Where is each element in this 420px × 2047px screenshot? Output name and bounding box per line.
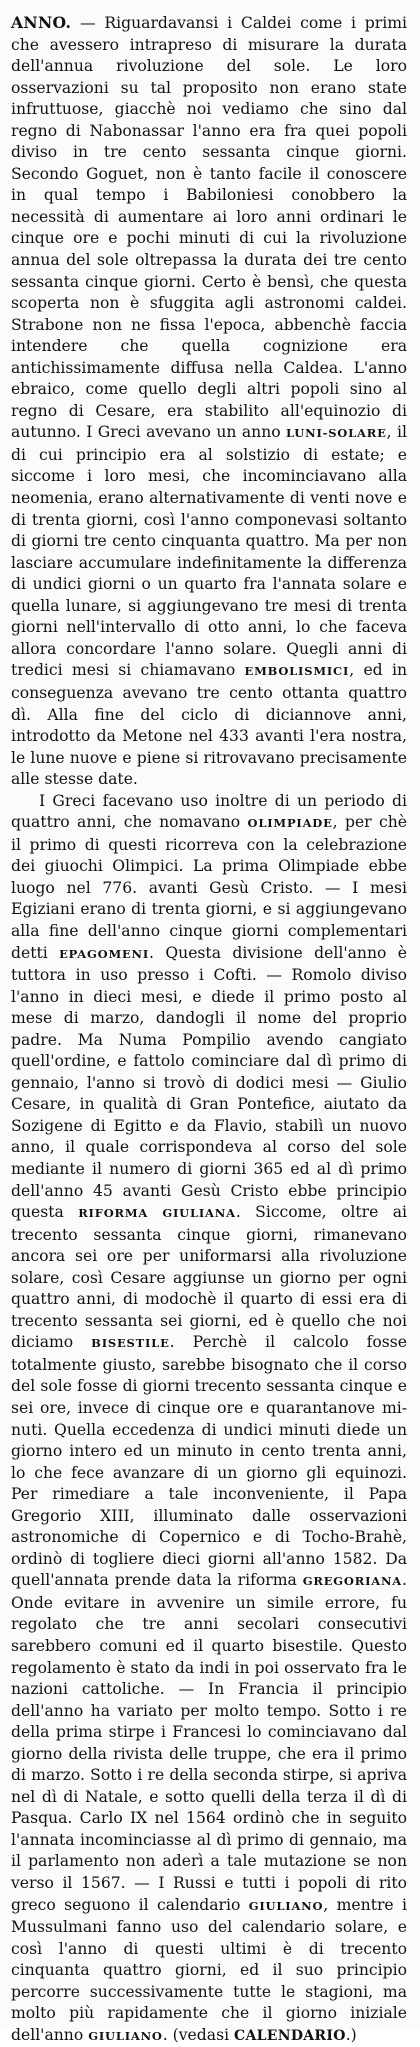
- body-text: . Siccome, oltre ai trecento sessanta cinque giorni, rimanevano ancora sei ore per uniformarsi alla rivoluzione solare, così Cesare aggiunse un giorno per ogni quattro anni, di modochè il quarto di essi era di trecento sessanta sei giorni, ed è quello che noi diciamo: [11, 1203, 408, 1352]
- body-text: — Riguardavansi i Caldei come i primi che avessero intrapreso di misurare la durata dell'annua rivoluzione del sole. Le loro osservazioni su tal proposito non erano state infruttuose, giacchè noi vediamo che sino dal regno di Nabonassar l'anno era fra quei popoli diviso in tre cento sessanta cinque giorni. Secondo Goguet, non è tanto facile il conoscere in qual tempo i Babiloniesi conobbero la necessità di aumentare ai loro anni ordinari le cinque ore e pochi minuti di cui la rivoluzione annua del sole oltrepassa la durata dei tre cento sessanta cinque giorni. Certo è bensì, che questa scoperta non è sfuggita agli astronomi caldei. Strabone non ne fissa l'epoca, abbenchè faccia intendere che quella cognizione era antichissimamente diffusa nella Caldea. L'anno ebraico, come quello degli altri popoli sino al regno di Cesare, era stabilito all'equinozio di autunno. I Greci avevano un anno: [11, 14, 407, 442]
- encyclopedia-entry-anno: [11, 12, 407, 2047]
- small-caps-term: EPAGOMENI: [59, 946, 150, 961]
- body-text: , mentre i Mussulmani fanno uso del calendario solare, e così l'anno di questi ultimi è di trecento cinquanta quattro giorni, ed il suo principio percorre successivamente tutte le stagioni, ma molto più rapidamente che il giorno iniziale dell'anno: [11, 1895, 408, 2044]
- small-caps-term: OLIMPIADE: [247, 816, 333, 831]
- entry-headword: ANNO.: [11, 13, 72, 32]
- small-caps-term: GIULIANO: [248, 1898, 324, 1913]
- body-text: . Onde evitare in avvenire un simile errore, fu regolato che tre anni secolari consecutivi sarebbero comuni ed il quarto bisestile. Questo regolamento è stato da indi in poi osservato fra le nazioni cattoliche. — In Francia il principio dell'anno ha variato per molto tempo. Sotto i re della prima stirpe i Francesi lo cominciavano dal giorno della rivista delle truppe, che era il primo di marzo. Sotto i re della seconda stirpe, si apriva nel dì di Natale, e sotto quelli della terza il dì di Pasqua. Carlo IX nel 1564 ordinò che in seguito l'annata incominciasse al dì primo di gennaio, ma il parlamento non aderì a tale mutazione se non verso il 1567. — I Russi e tutti i popoli di rito greco seguono il calendario: [11, 1571, 407, 1914]
- paragraph: [11, 12, 407, 791]
- cross-reference[interactable]: CALENDARIO: [234, 2027, 346, 2044]
- body-text: . Questa divisione dell'anno è tuttora in uso presso i Cofti. — Romolo diviso l'anno in dieci mesi, e diede il primo posto al mese di marzo, dandogli il nome del proprio padre. Ma Numa Pompilio avendo cangiato quell'ordine, e fattolo cominciare dal dì primo di gennaio, l'anno si trovò di dodici mesi — Giulio Cesare, in qualità di Gran Pontefice, aiutato da Sozigene di Egitto e da Flavio, stabilì un nuovo anno, il quale corrispondeva al corso del sole mediante il numero di giorni 365 ed al dì primo dell'anno 45 avanti Gesù Cristo ebbe principio questa: [11, 943, 408, 1222]
- small-caps-term: BISESTILE: [91, 1336, 170, 1351]
- small-caps-term: GIULIANO: [88, 2028, 163, 2043]
- body-text: , il di cui principio era al solstizio di estate; e siccome i loro mesi, che incominciavano alla neomenia, erano alternativamente di venti nove e di trenta giorni, così l'anno componevasi soltanto di giorni tre cento cinquanta quattro. Ma per non lasciare accumulare indefinitamente la differenza di undici giorni o un quarto fra l'annata solare e quella lunare, si aggiungevano tre mesi di trenta giorni nell'intervallo di otto anni, lo che faceva allora concordare l'anno solare. Quegli anni di tredici mesi si chiamavano: [11, 423, 408, 680]
- paragraph: [11, 791, 407, 2047]
- body-text: , per chè il primo di questi ricorreva con la celebrazione dei giuochi Olimpici. La prima Olimpiade ebbe luogo nel 776. avanti Gesù Cristo. — I mesi Egiziani erano di trenta giorni, e si aggiungevano alla fine dell'anno cinque giorni complementari detti: [11, 813, 407, 962]
- small-caps-term: RIFORMA GIULIANA: [78, 1206, 236, 1221]
- body-text: . (vedasi: [162, 2025, 235, 2044]
- body-text: . Perchè il calcolo fosse totalmente giusto, sarebbe bisognato che il corso del sole fosse di giorni trecento sessanta cinque e sei ore, invece di cinque ore e quarantanove minuti. Quella eccedenza di undici minuti diede un giorno intero ed un minuto in cento trenta anni, lo che fece avanzare di un giorno gli equinozi. Per rimediare a tale inconveniente, il Papa Gregorio XIII, illuminato dalle osservazioni astronomiche di Copernico e di Tocho-Brahè, ordinò di togliere dieci giorni all'anno 1582. Da quell'annata prende data la riforma: [11, 1333, 407, 1590]
- body-text: I Greci facevano uso inoltre di un periodo di quattro anni, che nomavano: [11, 791, 407, 832]
- body-text: .): [345, 2025, 357, 2044]
- small-caps-term: EMBOLISMICI: [244, 664, 350, 679]
- body-text: , ed in conseguenza avevano tre cento ottanta quattro dì. Alla fine del ciclo di diciannove anni, introdotto da Metone nel 433 avanti l'era nostra, le lune nuove e piene si ritrovavano precisamente alle stesse date.: [11, 661, 407, 789]
- small-caps-term: LUNI-SOLARE: [286, 426, 387, 441]
- small-caps-term: GREGORIANA: [302, 1574, 403, 1589]
